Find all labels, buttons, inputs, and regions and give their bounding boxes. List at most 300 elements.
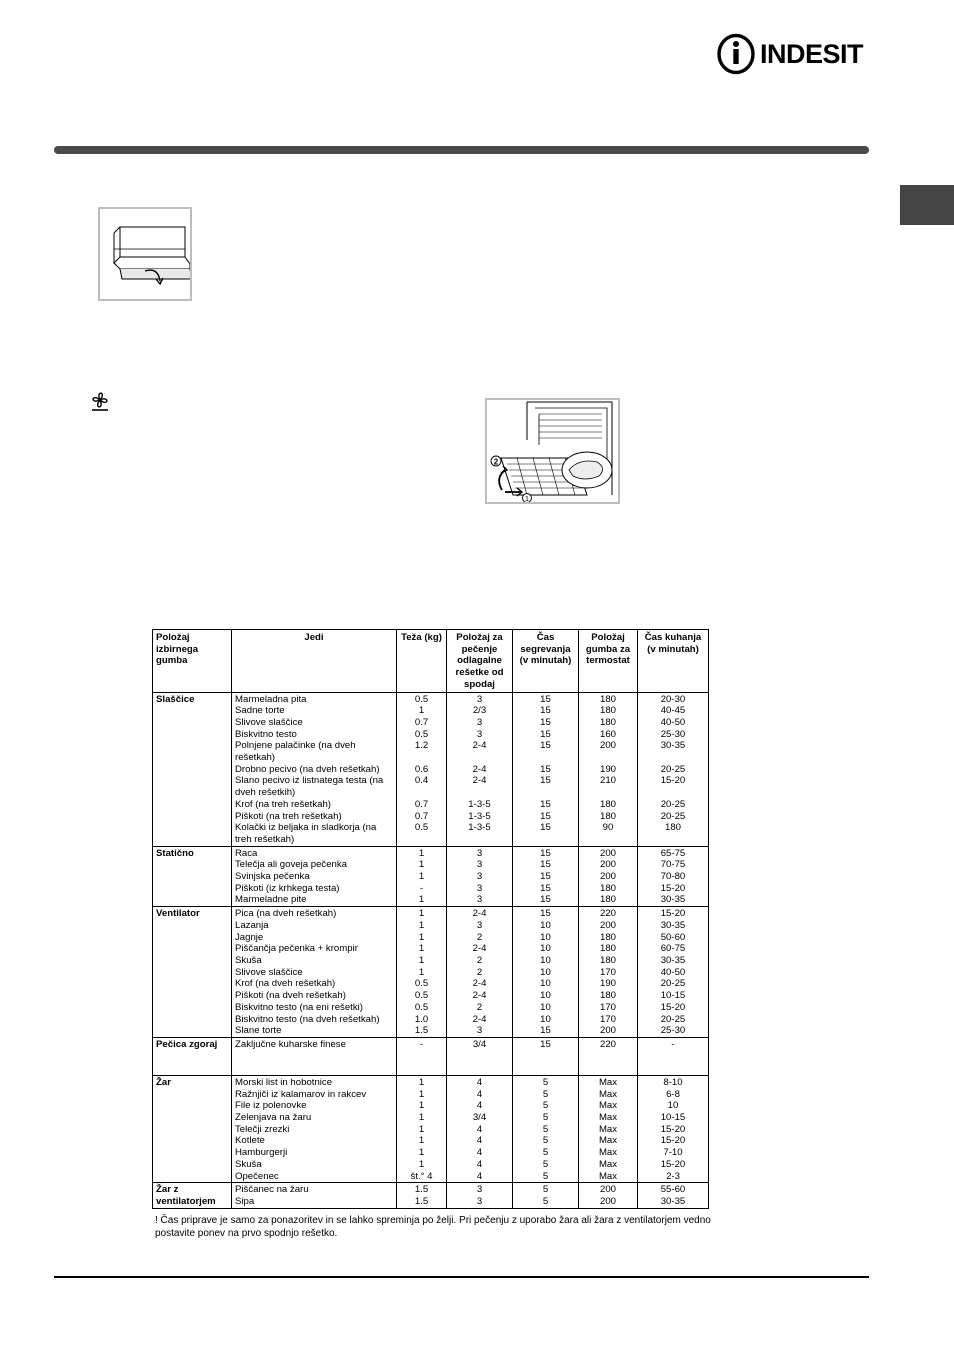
line-spacer [582,787,634,799]
table-cell-line: Kolački iz beljaka in sladkorja (na treh rešetkah) [235,822,377,845]
table-cell-line: 170 [599,1001,616,1013]
table-cell-line: 40-50 [660,966,686,978]
table-cell-line: 200 [599,847,616,859]
table-cell-line: Drobno pecivo (na dveh rešetkah) [235,763,380,775]
table-cell-line: Slivove slaščice [235,966,303,978]
table-cell-line: 190 [599,763,616,775]
table-cell-line: 30-35 [660,1195,686,1207]
table-group-row [153,1183,709,1208]
table-cell-line: 3 [476,871,483,883]
table-cell-line: 1 [418,943,425,955]
table-cell-line: 2/3 [472,705,487,717]
table-cell-line: 55-60 [660,1184,686,1196]
svg-text:2: 2 [493,457,499,467]
table-cell-line: 15 [540,798,551,810]
footnote: ! Čas priprave je samo za ponazoritev in se lahko spreminja po želji. Pri pečenju z uporabo žara ali žara z ventilatorjem vedno postavite ponev na prvo spodnjo rešetko. [155,1215,711,1239]
line-spacer [400,834,443,846]
dish-cell [232,1037,397,1075]
table-cell-line: 160 [599,728,616,740]
dish-cell [232,692,397,846]
table-header-row [153,630,709,693]
header-mode: Položaj izbirnega gumba [153,630,232,693]
table-cell-line: 180 [599,705,616,717]
oven-drawer-illustration [98,207,192,301]
table-cell-line: Morski list in hobotnice [235,1076,333,1088]
table-cell-line: 1 [418,1147,425,1159]
table-cell-line: 180 [664,822,681,834]
table-cell-line: 40-50 [660,716,686,728]
table-group-row [153,692,709,846]
table-cell-line: Max [598,1123,618,1135]
table-cell-line: Biskvitno testo [235,728,297,740]
table-cell-line: Max [598,1170,618,1182]
table-cell-line: 220 [599,908,616,920]
brand-logo [716,33,863,75]
table-cell-line: 15 [540,716,551,728]
table-cell-line: 15 [540,894,551,906]
table-cell-line: 2-3 [666,1170,680,1182]
table-cell-line: Jagnje [235,931,264,943]
line-spacer [641,752,705,764]
weight-cell [397,1037,447,1075]
table-cell-line: 180 [599,882,616,894]
table-cell-line: 2-4 [472,908,487,920]
header-shelf: Položaj za pečenje odlagalne rešetke od spodaj [447,630,513,693]
table-cell-line: 2 [476,954,483,966]
table-cell-line: Lazanja [235,919,269,931]
table-cell-line: 40-45 [660,705,686,717]
table-cell-line: 15 [540,775,551,787]
table-cell-line: 0.5 [414,728,429,740]
table-cell-line: 15 [540,693,551,705]
table-cell-line: 15 [540,763,551,775]
table-cell-line: št.° 4 [410,1170,433,1182]
table-cell-line: - [419,1038,424,1050]
table-cell-line: 20-25 [660,763,686,775]
table-cell-line: 4 [476,1158,483,1170]
table-cell-line: 3 [476,859,483,871]
table-cell-line: 10 [540,943,551,955]
table-cell-line: 1 [418,1100,425,1112]
table-cell-line: Zelenjava na žaru [235,1112,312,1124]
table-cell-line: 0.5 [414,822,429,834]
table-cell-line: 200 [599,740,616,752]
line-spacer [516,834,575,846]
mode-cell: Slaščice [153,692,232,846]
shelf-cell [447,1037,513,1075]
table-cell-line: 180 [599,990,616,1002]
line-spacer [400,752,443,764]
line-spacer [450,752,509,764]
table-cell-line: 8-10 [663,1076,683,1088]
table-cell-line: Piškoti (iz krhkega testa) [235,882,340,894]
table-cell-line: 10 [540,978,551,990]
table-cell-line: 1 [418,859,425,871]
table-cell-line: 10 [540,954,551,966]
table-cell-line: Piškoti (na treh rešetkah) [235,810,342,822]
table-cell-line: 1.5 [414,1195,429,1207]
preheat-cell [513,1037,579,1075]
table-cell-line: Biskvitno testo (na dveh rešetkah) [235,1013,380,1025]
table-cell-line: 15 [540,847,551,859]
table-cell-line: 1-3-5 [468,822,491,834]
table-cell-line: 5 [542,1076,549,1088]
table-cell-line: 200 [599,1025,616,1037]
line-spacer [450,834,509,846]
dish-cell [232,846,397,907]
table-cell-line: 3 [476,1184,483,1196]
table-cell-line: 50-60 [660,931,686,943]
table-cell-line: 5 [542,1158,549,1170]
table-cell-line: 1 [418,705,425,717]
table-group-row [153,1075,709,1182]
table-group-row [153,1037,709,1075]
table-cell-line: 70-80 [660,871,686,883]
table-cell-line: 15 [540,822,551,834]
table-cell-line: 180 [599,798,616,810]
table-cell-line: 0.7 [414,798,429,810]
table-cell-line: Slano pecivo iz listnatega testa (na dveh rešetkih) [235,775,384,799]
table-cell-line: 1 [418,954,425,966]
fan-icon [90,390,110,412]
table-cell-line: Piškoti (na dveh rešetkah) [235,990,346,1002]
header-cook-time: Čas kuhanja (v minutah) [638,630,709,693]
drawer-open-icon [100,209,190,299]
table-cell-line: 1 [418,1135,425,1147]
thermostat-cell [579,692,638,846]
table-cell-line: 0.7 [414,810,429,822]
weight-cell [397,1075,447,1182]
table-cell-line: Telečja ali goveja pečenka [235,859,347,871]
table-cell-line: 90 [602,822,614,834]
table-cell-line: 30-35 [660,919,686,931]
preheat-cell [513,1183,579,1208]
table-cell-line: 200 [599,1195,616,1207]
table-cell-line: 1 [418,1076,425,1088]
table-cell-line: Slane torte [235,1025,282,1037]
table-cell-line: 15-20 [660,1123,686,1135]
table-cell-line: 2-4 [472,943,487,955]
table-cell-line: Sadne torte [235,705,285,717]
table-cell-line: Telečji zrezki [235,1123,290,1135]
brand-name: INDESIT [760,39,864,69]
table-cell-line: 3 [476,1025,483,1037]
table-cell-line: 6-8 [666,1088,680,1100]
line-spacer [582,752,634,764]
table-cell-line: 180 [599,954,616,966]
table-cell-line: 30-35 [660,740,686,752]
table-cell-line: 220 [599,1038,616,1050]
preheat-cell [513,907,579,1038]
table-cell-line: 4 [476,1135,483,1147]
table-cell-line: 1.0 [414,1013,429,1025]
mode-cell: Žar [153,1075,232,1182]
table-cell-line: 25-30 [660,1025,686,1037]
cook-time-cell [638,1037,709,1075]
table-cell-line: Polnjene palačinke (na dveh rešetkah) [235,740,356,764]
table-cell-line: 1 [418,1112,425,1124]
table-cell-line: 1.5 [414,1025,429,1037]
table-cell-line: 2 [476,931,483,943]
table-cell-line: 180 [599,894,616,906]
table-cell-line: 2-4 [472,740,487,752]
preheat-cell [513,846,579,907]
line-spacer [400,787,443,799]
preheat-cell [513,1075,579,1182]
table-cell-line: 1 [418,908,425,920]
table-cell-line: 10-15 [660,990,686,1002]
table-cell-line: 0.7 [414,716,429,728]
mode-cell: Statično [153,846,232,907]
table-cell-line: 15-20 [660,1135,686,1147]
table-cell-line: 15-20 [660,882,686,894]
cook-time-cell [638,1075,709,1182]
table-cell-line: 3 [476,882,483,894]
shelf-cell [447,1183,513,1208]
table-cell-line: Slivove slaščice [235,716,303,728]
preheat-cell [513,692,579,846]
table-cell-line: 4 [476,1147,483,1159]
table-cell-line: 1-3-5 [468,798,491,810]
table-cell-line: Max [598,1135,618,1147]
bottom-divider [54,1276,869,1278]
table-cell-line: Max [598,1076,618,1088]
table-cell-line: 2-4 [472,978,487,990]
table-cell-line: Biskvitno testo (na eni rešetki) [235,1001,363,1013]
table-cell-line: 10 [540,919,551,931]
brand-i-icon [716,33,756,75]
table-cell-line: 5 [542,1112,549,1124]
table-cell-line: 30-35 [660,894,686,906]
table-cell-line: 20-30 [660,693,686,705]
table-cell-line: 180 [599,931,616,943]
mode-cell: Ventilator [153,907,232,1038]
thermostat-cell [579,846,638,907]
table-cell-line: Opečenec [235,1170,279,1182]
line-spacer [450,787,509,799]
table-cell-line: 15 [540,882,551,894]
table-cell-line: 15-20 [660,1001,686,1013]
dish-cell [232,1183,397,1208]
table-cell-line: Piščančja pečenka + krompir [235,943,358,955]
table-cell-line: - [671,1038,675,1050]
shelf-cell [447,1075,513,1182]
table-cell-line: 5 [542,1184,549,1196]
thermostat-cell [579,1183,638,1208]
table-cell-line: 5 [542,1123,549,1135]
table-cell-line: 3 [476,693,483,705]
table-cell-line: 1 [418,1123,425,1135]
table-cell-line: 20-25 [660,1013,686,1025]
table-cell-line: 0.4 [414,775,429,787]
table-cell-line: File iz polenovke [235,1100,307,1112]
cooking-table [152,629,709,1209]
line-spacer [516,787,575,799]
table-cell-line: 15-20 [660,775,686,787]
header-dish: Jedi [232,630,397,693]
line-spacer [641,787,705,799]
table-cell-line: 3 [476,1195,483,1207]
table-cell-line: 3/4 [472,1038,487,1050]
table-cell-line: 5 [542,1170,549,1182]
table-cell-line: 20-25 [660,810,686,822]
table-cell-line: 3 [476,847,483,859]
table-cell-line: Ražnjiči iz kalamarov in rakcev [235,1088,367,1100]
mode-cell: Žar z ventilatorjem [153,1183,232,1208]
header-thermostat: Položaj gumba za termostat [579,630,638,693]
table-cell-line: 180 [599,810,616,822]
table-cell-line: 30-35 [660,954,686,966]
table-cell-line: 4 [476,1123,483,1135]
table-cell-line: 15 [540,1038,551,1050]
table-cell-line: 20-25 [660,798,686,810]
table-cell-line: 15 [540,728,551,740]
line-spacer [641,834,705,846]
table-cell-line: 20-25 [660,978,686,990]
table-cell-line: Pica (na dveh rešetkah) [235,908,337,920]
language-tab [900,185,954,225]
table-cell-line: 3 [476,894,483,906]
table-cell-line: Kotlete [235,1135,265,1147]
cook-time-cell [638,1183,709,1208]
table-cell-line: 180 [599,943,616,955]
table-cell-line: 65-75 [660,847,686,859]
table-cell-line: 0.5 [414,990,429,1002]
table-cell-line: Max [598,1112,618,1124]
header-weight: Teža (kg) [397,630,447,693]
table-cell-line: 1.2 [414,740,429,752]
table-cell-line: 0.5 [414,1001,429,1013]
table-cell-line: 3 [476,728,483,740]
table-cell-line: 170 [599,1013,616,1025]
weight-cell [397,1183,447,1208]
table-cell-line: 10 [540,1001,551,1013]
table-cell-line: 10 [540,1013,551,1025]
table-cell-line: 0.6 [414,763,429,775]
table-cell-line: 5 [542,1100,549,1112]
table-cell-line: 15 [540,740,551,752]
table-cell-line: 10 [540,990,551,1002]
table-cell-line: Krof (na dveh rešetkah) [235,978,336,990]
cook-time-cell [638,846,709,907]
table-cell-line: Piščanec na žaru [235,1184,309,1196]
table-cell-line: 2-4 [472,990,487,1002]
table-cell-line: 10 [540,966,551,978]
table-cell-line: 1.5 [414,1184,429,1196]
table-cell-line: 0.5 [414,978,429,990]
table-cell-line: 4 [476,1100,483,1112]
table-cell-line: 15 [540,908,551,920]
table-cell-line: Zaključne kuharske finese [235,1038,346,1050]
table-cell-line: 4 [476,1076,483,1088]
table-cell-line: 1 [418,1158,425,1170]
rack-insert-icon [487,400,618,502]
weight-cell [397,846,447,907]
table-cell-line: 3 [476,716,483,728]
table-cell-line: 25-30 [660,728,686,740]
table-cell-line: Marmeladna pita [235,693,307,705]
table-cell-line: Krof (na treh rešetkah) [235,798,331,810]
table-cell-line: 10 [540,931,551,943]
table-cell-line: 15 [540,871,551,883]
weight-cell [397,907,447,1038]
table-cell-line: 5 [542,1195,549,1207]
table-cell-line: 180 [599,716,616,728]
line-spacer [582,834,634,846]
table-cell-line: 1 [418,931,425,943]
table-cell-line: Max [598,1088,618,1100]
table-cell-line: 5 [542,1147,549,1159]
table-cell-line: Skuša [235,954,262,966]
table-cell-line: 15 [540,705,551,717]
table-cell-line: Max [598,1158,618,1170]
cook-time-cell [638,907,709,1038]
table-cell-line: 1 [418,871,425,883]
table-cell-line: 2-4 [472,1013,487,1025]
table-group-row [153,846,709,907]
thermostat-cell [579,1037,638,1075]
mode-cell: Pečica zgoraj [153,1037,232,1075]
thermostat-cell [579,907,638,1038]
table-cell-line: Sipa [235,1195,255,1207]
table-cell-line: 200 [599,1184,616,1196]
table-cell-line: 3/4 [472,1112,487,1124]
table-cell-line: 3 [476,919,483,931]
table-cell-line: 1 [418,847,425,859]
table-cell-line: 190 [599,978,616,990]
table-cell-line: 2-4 [472,763,487,775]
table-cell-line: 170 [599,966,616,978]
table-cell-line: 1-3-5 [468,810,491,822]
table-cell-line: Max [598,1100,618,1112]
dish-cell [232,907,397,1038]
table-cell-line: 4 [476,1170,483,1182]
table-cell-line: 2 [476,966,483,978]
table-cell-line: 15-20 [660,908,686,920]
table-cell-line: 1 [418,894,425,906]
header-preheat: Čas segrevanja (v minutah) [513,630,579,693]
table-cell-line: 5 [542,1135,549,1147]
table-cell-line: 200 [599,871,616,883]
top-divider [54,146,869,154]
table-cell-line: 10-15 [660,1112,686,1124]
table-cell-line: 0.5 [414,693,429,705]
table-cell-line: Marmeladne pite [235,894,307,906]
table-cell-line: 10 [667,1100,679,1112]
cook-time-cell [638,692,709,846]
table-cell-line: 180 [599,693,616,705]
table-cell-line: 200 [599,919,616,931]
table-cell-line: 15 [540,810,551,822]
table-cell-line: 200 [599,859,616,871]
table-cell-line: Hamburgerji [235,1147,288,1159]
shelf-cell [447,692,513,846]
table-cell-line: 1 [418,966,425,978]
table-cell-line: 15-20 [660,1158,686,1170]
svg-text:1: 1 [525,496,529,502]
table-cell-line: Svinjska pečenka [235,871,310,883]
table-cell-line: 7-10 [663,1147,683,1159]
dish-cell [232,1075,397,1182]
thermostat-cell [579,1075,638,1182]
table-cell-line: 5 [542,1088,549,1100]
line-spacer [516,752,575,764]
oven-rack-illustration [485,398,620,504]
table-cell-line: Max [598,1147,618,1159]
table-cell-line: 15 [540,1025,551,1037]
table-cell-line: 2-4 [472,775,487,787]
table-cell-line: 1 [418,919,425,931]
